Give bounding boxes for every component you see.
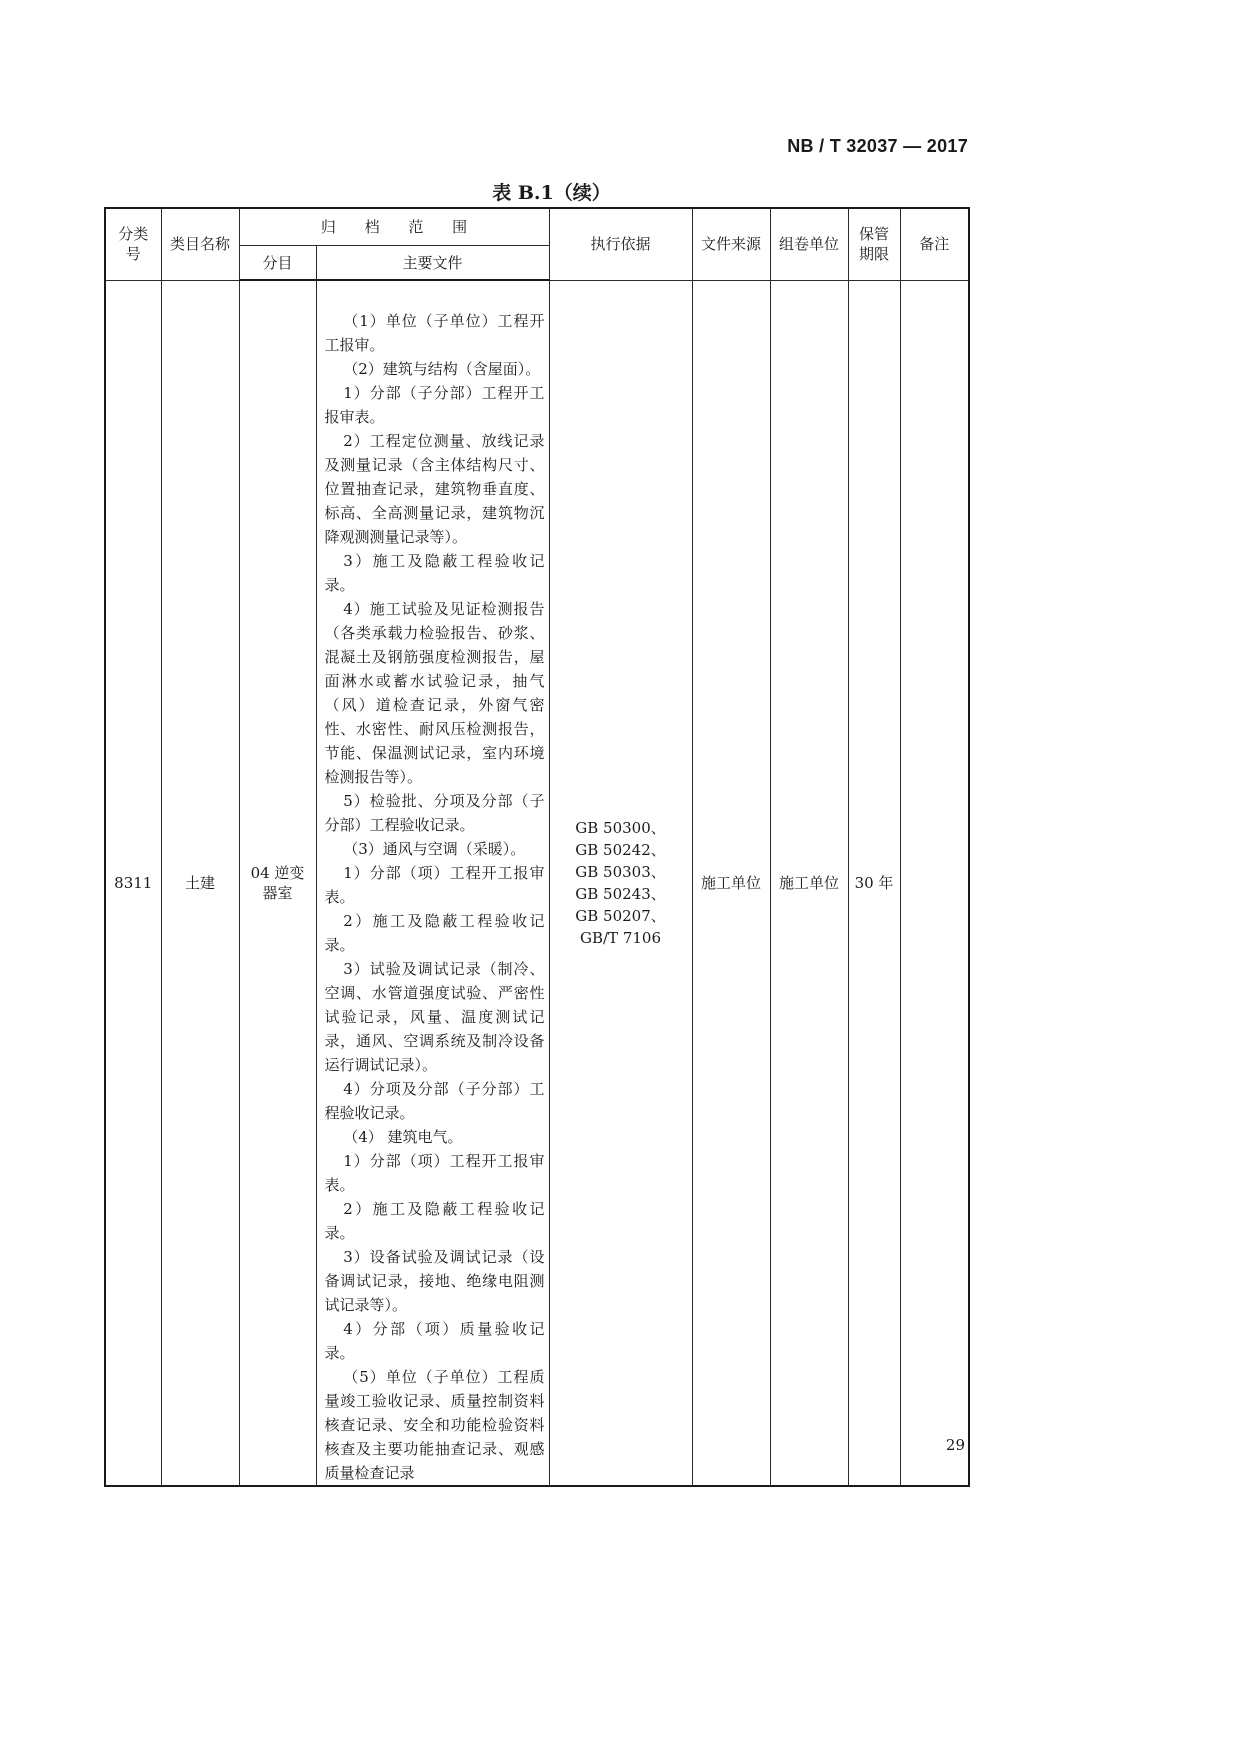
cell-source: 施工单位 bbox=[692, 280, 770, 1486]
document-item: 4）分项及分部（子分部）工程验收记录。 bbox=[324, 1080, 545, 1122]
document-item: （2）建筑与结构（含屋面）。 bbox=[343, 360, 541, 378]
basis-item: GB 50303、 bbox=[575, 862, 666, 881]
document-item: 1）分部（项）工程开工报审表。 bbox=[324, 864, 545, 906]
basis-item: GB 50243、 bbox=[575, 884, 666, 903]
document-item: 2）施工及隐蔽工程验收记录。 bbox=[324, 1200, 545, 1242]
basis-item: GB 50300、 bbox=[575, 818, 666, 837]
header-retention: 保管 期限 bbox=[848, 208, 900, 280]
page-number: 29 bbox=[945, 1436, 965, 1454]
header-category-no: 分类 号 bbox=[105, 208, 161, 280]
document-item: （4） 建筑电气。 bbox=[343, 1128, 463, 1146]
table-caption: 表 B.1（续） bbox=[492, 182, 611, 204]
table-row bbox=[105, 280, 969, 1486]
document-item: 2）施工及隐蔽工程验收记录。 bbox=[324, 912, 545, 954]
document-item: 2）工程定位测量、放线记录及测量记录（含主体结构尺寸、位置抽查记录，建筑物垂直度、标高、全高测量记录，建筑物沉降观测测量记录等）。 bbox=[324, 432, 545, 546]
header-main-documents: 主要文件 bbox=[316, 246, 549, 281]
header-volume-unit: 组卷单位 bbox=[770, 208, 848, 280]
document-item: 3）施工及隐蔽工程验收记录。 bbox=[324, 552, 545, 594]
basis-item: GB 50207、 bbox=[575, 906, 666, 925]
document-item: 5）检验批、分项及分部（子分部）工程验收记录。 bbox=[324, 792, 545, 834]
document-item: 1）分部（项）工程开工报审表。 bbox=[324, 1152, 545, 1194]
cell-volume-unit: 施工单位 bbox=[770, 280, 848, 1486]
cell-category-no: 8311 bbox=[105, 280, 161, 1486]
header-source: 文件来源 bbox=[692, 208, 770, 280]
cell-main-documents bbox=[316, 280, 549, 1486]
document-item: 4）分部（项）质量验收记录。 bbox=[324, 1320, 545, 1362]
cell-retention: 30 年 bbox=[848, 280, 900, 1486]
cell-basis bbox=[549, 280, 692, 1486]
document-item: （3）通风与空调（采暖）。 bbox=[343, 840, 526, 858]
basis-item: GB 50242、 bbox=[575, 840, 666, 859]
standard-number: NB / T 32037 — 2017 bbox=[787, 136, 968, 156]
document-item: 3）设备试验及调试记录（设备调试记录，接地、绝缘电阻测试记录等）。 bbox=[324, 1248, 545, 1314]
document-item: （5）单位（子单位）工程质量竣工验收记录、质量控制资料核查记录、安全和功能检验资料核查及主要功能抽查记录、观感质量检查记录 bbox=[324, 1368, 545, 1482]
document-item: 4）施工试验及见证检测报告（各类承载力检验报告、砂浆、混凝土及钢筋强度检测报告，屋面淋水或蓄水试验记录，抽气（风）道检查记录，外窗气密性、水密性、耐风压检测报告，节能、保温测试记录，室内环境检测报告等）。 bbox=[324, 600, 545, 786]
header-category-name: 类目名称 bbox=[161, 208, 239, 280]
header-basis: 执行依据 bbox=[549, 208, 692, 280]
header-remarks: 备注 bbox=[900, 208, 969, 280]
header-archive-scope: 归 档 范 围 bbox=[239, 208, 549, 246]
archive-table bbox=[104, 207, 970, 1487]
cell-sub-item: 04 逆变 器室 bbox=[239, 280, 316, 1486]
cell-category-name: 土建 bbox=[161, 280, 239, 1486]
cell-remarks bbox=[900, 280, 969, 1486]
document-item: 3）试验及调试记录（制冷、空调、水管道强度试验、严密性试验记录，风量、温度测试记录，通风、空调系统及制冷设备运行调试记录）。 bbox=[324, 960, 545, 1074]
document-item: （1）单位（子单位）工程开工报审。 bbox=[324, 312, 545, 354]
basis-item: GB/T 7106 bbox=[579, 928, 661, 947]
document-item: 1）分部（子分部）工程开工报审表。 bbox=[324, 384, 545, 426]
header-sub-item: 分目 bbox=[239, 246, 316, 281]
